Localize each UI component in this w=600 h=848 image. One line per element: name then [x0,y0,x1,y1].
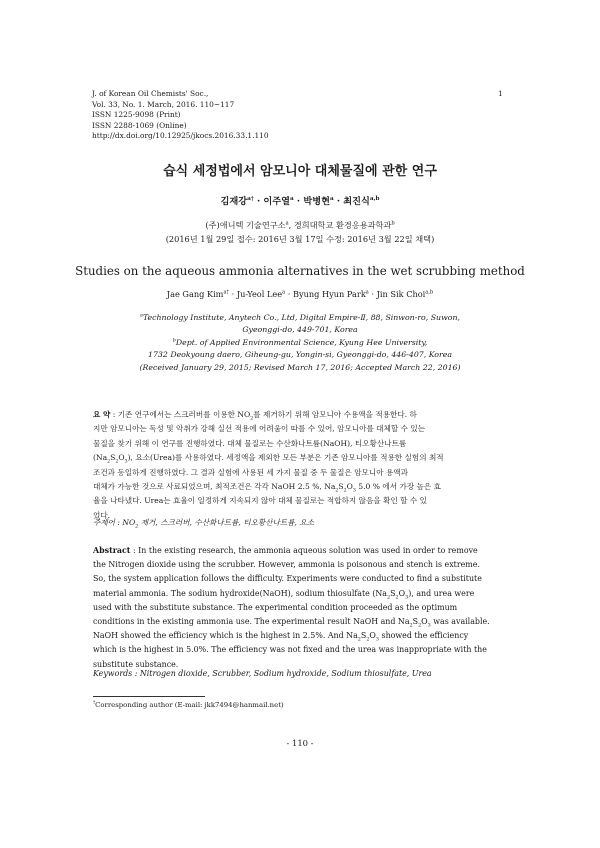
affiliation-english [0,312,600,374]
footnote-divider [93,696,205,697]
title-korean: 습식 세정법에서 암모니아 대체물질에 관한 연구 [163,164,437,179]
keywords-english-label: Keywords : [93,669,140,678]
author-3-en-mark: a [365,289,369,296]
author-3: 박병현 [303,196,330,207]
author-2-mark: a [290,195,294,202]
corresponding-author-footnote: †Corresponding author (E-mail: jkk7494@hanmail.net) [93,700,284,709]
page-number: - 110 - [286,738,314,748]
affiliation-korean [0,218,600,246]
author-separator: · [293,196,304,207]
author-separator: · [285,289,293,299]
affiliation-a-en-mark: a [140,313,143,319]
author-3-en: Byung Hyun Park [292,289,366,299]
received-dates: (Received January 29, 2015; Revised March 17, 2016; Accepted March 22, 2016) [139,362,461,372]
author-1-en-mark: a† [223,289,230,296]
journal-volume: Vol. 33, No. 1. March, 2016. 110~117 [92,99,235,109]
author-3-mark: a [329,195,334,202]
affiliation-a-mark: a [285,220,289,227]
header-page-number: 1 [498,89,503,98]
author-separator: · [368,289,377,299]
journal-citation: J. of Korean Oil Chemists' Soc., [92,89,209,98]
affiliation-b: , 경희대학교 환경응용과학과 [288,220,392,230]
author-2-en-mark: a [282,289,286,296]
keywords-english: Keywords : Nitrogen dioxide, Scrubber, Sodium hydroxide, Sodium thiosulfate, Urea [93,669,432,678]
abstract-korean: 요 약 : 기존 연구에서는 스크러버를 이용한 $NO_2$를 제거하기 위해 암모니아 수용액을 적용한다. 하 지만 암모니아는 독성 및 악취가 강해 실선 적용에 어려움이 따를 수 있어, 암모니아를 대체할 수 있는 물질을 찾기 위해 이 연구를 진행하였다. 대체 물질로는 수산화나트륨(NaOH), 티오황산나트륨 $(Na_2S_2O_3)$, 요소(Urea)를 사용하였다. 세정액을 제외한 모든 부분은 기존 암모니아를 적용한 실험의 최적 조건과 동일하게 진행하였다. 그 결과 실험에 사용된 세 가지 물질 중 두 물질은 암모니아 용액과 대체가 가능한 것으로 사료되었으며, 최적조건은 각각 NaOH 2.5 %, $Na_2S_2O_3$ 5.0 % 에서 가장 높은 효 율을 나타냈다. Urea는 효율이 일정하게 지속되지 않아 대체 물질로는 적합하지 않음을 확인 할 수 있 었다. [93,410,444,520]
issn-print: ISSN 1225-9098 (Print) [92,110,181,120]
affiliation-b-mark: b [391,220,395,227]
affiliation-b-en-line1: Dept. of Applied Environmental Science, Kyung Hee University, [175,337,428,347]
affiliation-a-en-line2: Gyeonggi-do, 449-701, Korea [242,325,358,335]
authors-english [0,289,600,299]
title-english: Studies on the aqueous ammonia alternatives in the wet scrubbing method [75,264,525,278]
author-1: 김재강 [220,196,248,207]
keywords-korean: 주제어 : $NO_2$ 제거, 스크러버, 수산화나트륨, 티오황산나트륨, 요소 [93,518,315,530]
abstract-english: Abstract : In the existing research, the ammonia aqueous solution was used in order to remove the Nitrogen dioxide using the scrubber. However, ammonia is poisonous and stench is extreme. So, the system application follows the difficulty. Experiments were conducted to find a substitute material ammonia. The sodium hydroxide(NaOH), sodium thiosulfate $(Na_2S_2O_3)$, and urea were used with the substitute substance. The experimental condition proceeded as the optimum conditions in the existing ammonia use. The experimental result NaOH and $Na_2S_2O_3$ was available. NaOH showed the efficiency which is the highest in 2.5%. And $Na_2S_2O_3$ showed the efficiency which is the highest in 5.0%. The efficiency was not fixed and the urea was inappropriate with the substitute substance. [93,546,490,669]
author-4-en-mark: a,b [425,289,434,296]
dates-korean: (2016년 1월 29일 접수: 2016년 3월 17일 수정: 2016년 3월 22일 채택) [165,234,435,244]
author-4-mark: a,b [369,195,380,202]
author-1-mark: a† [247,195,254,202]
journal-header [92,89,269,142]
abstract-english-label: Abstract [93,546,131,555]
issn-online: ISSN 2288-1069 (Online) [92,120,187,130]
author-2-en: Ju-Yeol Lee [236,289,283,299]
author-4: 최진식 [343,196,370,207]
keywords-korean-label: 주제어 : [93,518,123,527]
author-separator: · [229,289,237,299]
author-separator: · [333,196,344,207]
affiliation-b-en-line2: 1732 Deokyoung daero, Giheung-gu, Yongin-si, Gyeonggi-do, 446-407, Korea [148,350,452,360]
affiliation-a-en-line1: Technology Institute, Anytech Co., Ltd, Digital Empire-Ⅱ, 88, Sinwon-ro, Suwon, [142,313,460,322]
authors-korean [0,193,600,207]
author-2: 이주열 [263,196,291,207]
dagger-mark: † [93,700,96,706]
doi-link[interactable]: http://dx.doi.org/10.12925/jkocs.2016.33.1.110 [92,131,269,141]
affiliation-a: (주)애니텍 기술연구소 [205,220,286,230]
author-4-en: Jin Sik Choi [376,289,426,299]
author-separator: · [253,196,264,207]
author-1-en: Jae Gang Kim [166,289,224,299]
abstract-korean-label: 요 약 [93,410,111,419]
affiliation-b-en-mark: b [172,338,176,344]
